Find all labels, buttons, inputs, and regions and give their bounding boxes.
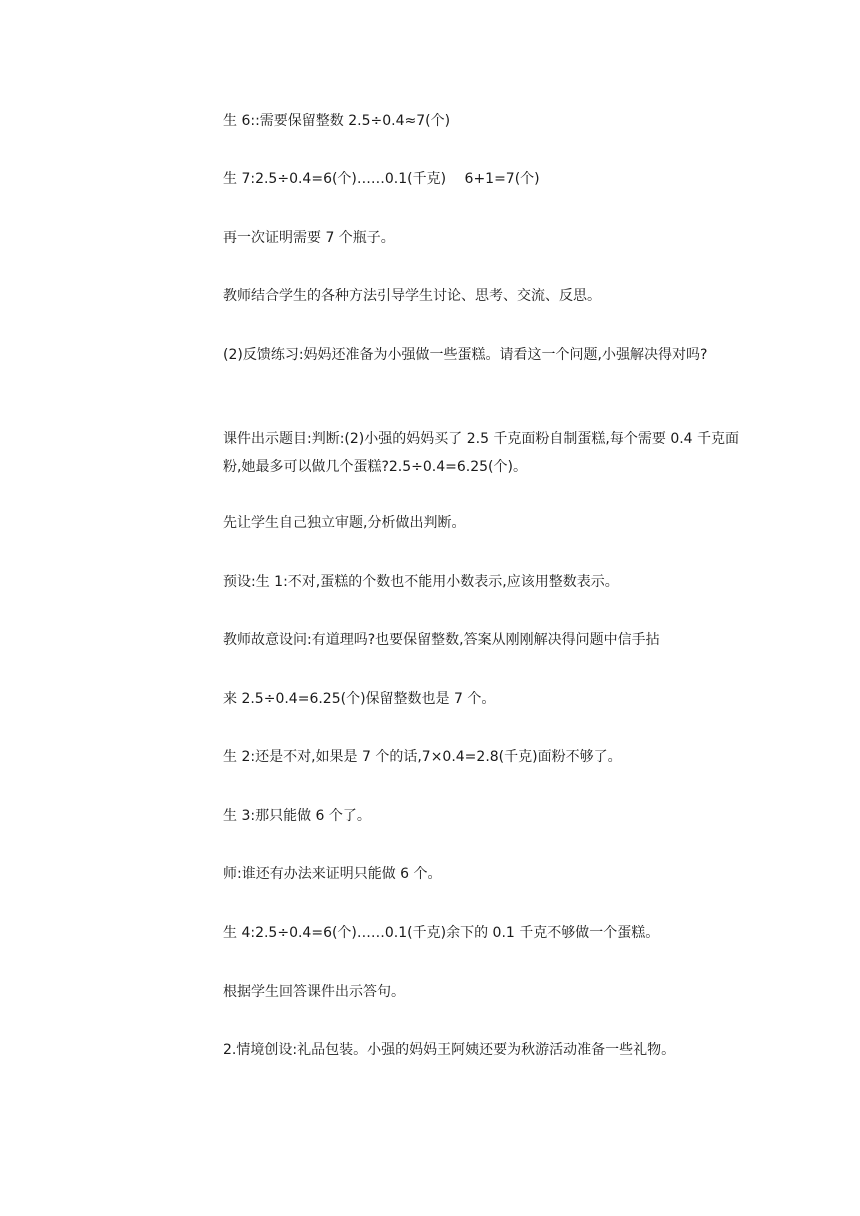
paragraph-student1-preset: 预设:生 1:不对,蛋糕的个数也不能用小数表示,应该用整数表示。: [223, 574, 619, 590]
paragraph-answer-sentence: 根据学生回答课件出示答句。: [223, 984, 405, 1000]
paragraph-courseware-question: 课件出示题目:判断:(2)小强的妈妈买了 2.5 千克面粉自制蛋糕,每个需要 0.4 千克面粉,她最多可以做几个蛋糕?2.5÷0.4=6.25(个)。: [223, 431, 740, 475]
paragraph-teacher-guides: 教师结合学生的各种方法引导学生讨论、思考、交流、反思。: [223, 288, 601, 304]
paragraph-rounding-result: 来 2.5÷0.4=6.25(个)保留整数也是 7 个。: [223, 691, 496, 707]
paragraph-independent-review: 先让学生自己独立审题,分析做出判断。: [223, 515, 466, 531]
paragraph-feedback-practice: (2)反馈练习:妈妈还准备为小强做一些蛋糕。请看这一个问题,小强解决得对吗?: [223, 347, 708, 363]
paragraph-teacher-question: 师:谁还有办法来证明只能做 6 个。: [223, 866, 442, 882]
paragraph-student3-answer: 生 3:那只能做 6 个了。: [223, 808, 371, 824]
paragraph-student4-answer: 生 4:2.5÷0.4=6(个)……0.1(千克)余下的 0.1 千克不够做一个蛋糕。: [223, 925, 660, 941]
paragraph-teacher-asks: 教师故意设问:有道理吗?也要保留整数,答案从刚刚解决得问题中信手拈: [223, 632, 660, 648]
paragraph-scenario-gift: 2.情境创设:礼品包装。小强的妈妈王阿姨还要为秋游活动准备一些礼物。: [223, 1042, 676, 1058]
paragraph-student6-answer: 生 6::需要保留整数 2.5÷0.4≈7(个): [223, 113, 451, 129]
paragraph-student7-answer: 生 7:2.5÷0.4=6(个)……0.1(千克) 6+1=7(个): [223, 171, 540, 187]
paragraph-student2-answer: 生 2:还是不对,如果是 7 个的话,7×0.4=2.8(千克)面粉不够了。: [223, 749, 622, 765]
paragraph-proof-bottles: 再一次证明需要 7 个瓶子。: [223, 230, 395, 246]
